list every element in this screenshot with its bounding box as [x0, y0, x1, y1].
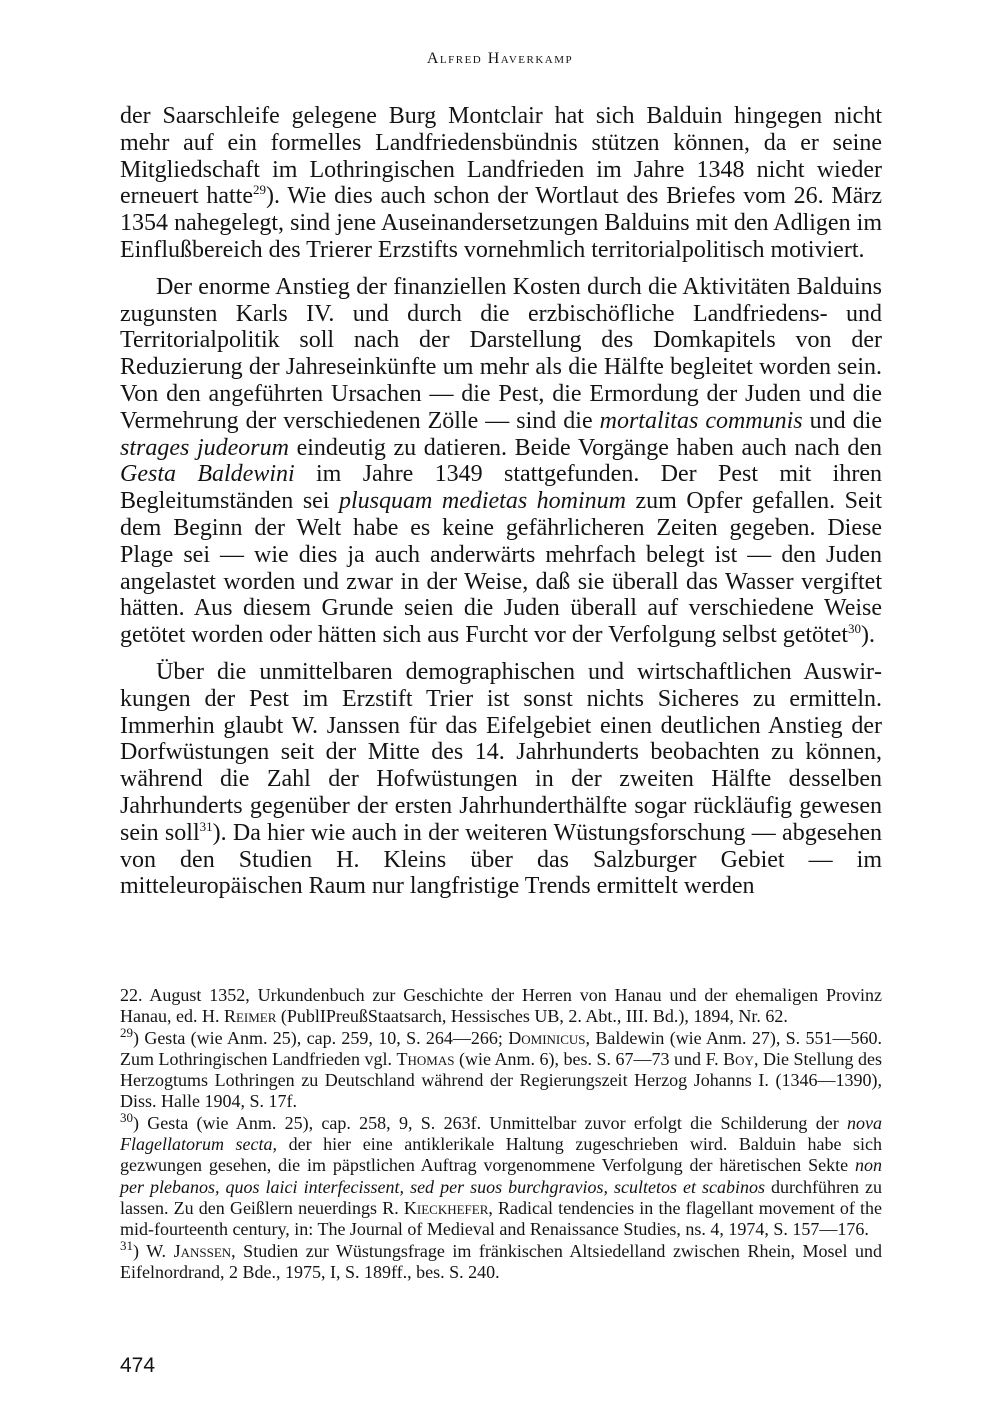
text-span: der hier eine antiklerikale Haltung zugeschrieben wird. Balduin habe sich gezwungen gesehen, die im päpstlichen Auftrag vorgenommene Verfolgung der häretischen Sekte [120, 1134, 882, 1176]
text-span: zum Opfer gefallen. Seit dem Beginn der Welt habe es keine gefährlicheren Zeiten gegeben. Diese Plage sei — wie dies ja auch anderwärts mehrfach belegt ist — den Juden angelastet worden und zwar in der Weise, daß sie überall das Wasser vergiftet hätten. Aus diesem Grunde seien die Juden überall auf verschiedene Weise getötet worden oder hätten sich aus Furcht vor der Verfolgung selbst getötet [120, 488, 882, 649]
footnote-29 [120, 1024, 883, 1113]
footnote-ref-29[interactable]: 29 [253, 182, 267, 198]
latin-phrase: non per plebanos, quos laici interfecissent, sed per suos burchgravios, scultetos et scabinos [120, 1155, 882, 1197]
text-span: ). Da hier wie auch in der weiteren Wüstungsforschung — abgesehen von den Studien H. Kleins über das Salzburger Gebiet — im mitteleuropäischen Raum nur langfristige Trends ermittelt werden [120, 819, 882, 900]
footnote-ref-30[interactable]: 30 [848, 621, 862, 637]
footnote-marker: 31 [120, 1237, 133, 1253]
text-span: durchführen zu lassen. Zu den Geißlern neuerdings R. [120, 1176, 882, 1218]
text-span: eindeutig zu datieren. Beide Vorgänge haben auch nach den [288, 434, 882, 461]
author-name: Reimer [223, 1006, 277, 1027]
footnote-marker: 29 [120, 1024, 133, 1040]
text-span: ) W. [133, 1240, 174, 1261]
text-span: ). [861, 622, 876, 649]
text-span: ) Gesta (wie Anm. 25), cap. 259, 10, S. 264—266; [133, 1027, 509, 1048]
text-span: ). Wie dies auch schon der Wortlaut des Briefes vom 26. März 1354 nahegelegt, sind jene Auseinandersetzungen Balduins mit den Adligen im Einflußbereich des Trierer Erzstifts vornehmlich territorialpolitisch motiviert. [120, 183, 883, 263]
text-span: , Studien zur Wüstungsfrage im fränkischen Altsiedelland zwischen Rhein, Mosel und Eifelnordrand, 2 Bde., 1975, I, S. 189ff., bes. S. 240. [120, 1240, 882, 1282]
paragraph-3 [120, 659, 882, 900]
text-span: Über die unmittelbaren demographischen und wirtschaftlichen Auswirkungen der Pest im Erzstift Trier ist sonst nichts Sicheres zu ermitteln. Immerhin glaubt W. Janssen für das Eifelgebiet einen deutlichen Anstieg der Dorfwüstungen seit der Mitte des 14. Jahrhunderts beobachten zu können, während die Zahl der Hofwüstungen in der zweiten Hälfte desselben Jahrhunderts gegenüber der ersten Jahrhunderthälfte sogar rückläufig gewesen sein soll [120, 658, 882, 846]
page-number: 474 [120, 1354, 156, 1377]
text-span: , Radical tendencies in the flagellant movement of the mid-fourteenth century, in: The Journal of Medieval and Renaissance Studies, ns. 4, 1974, S. 157—176. [120, 1197, 882, 1240]
footnote-31 [120, 1237, 882, 1284]
latin-phrase: strages judeorum [120, 434, 289, 461]
footnote-continued [120, 985, 882, 1028]
text-span: , Baldewin (wie Anm. 27), S. 551—560. Zum Lothringischen Landfrieden vgl. [120, 1027, 883, 1069]
text-span: der Saarschleife gelegene Burg Montclair hat sich Balduin hingegen nicht mehr auf ein formelles Landfriedensbündnis stützen können, da er seine Mitgliedschaft im Lothringischen Landfrieden im Jahre 1348 nicht wieder erneuert hatte [120, 103, 882, 210]
author-name: Boy [723, 1048, 754, 1069]
text-span: 22. August 1352, Urkundenbuch zur Geschichte der Herren von Hanau und der ehemaligen Provinz Hanau, ed. H. [120, 985, 882, 1027]
latin-phrase: plusquam medietas hominum [339, 488, 627, 515]
running-head: Alfred Haverkamp [426, 50, 574, 67]
main-text [120, 103, 882, 910]
source-title: Gesta Baldewini [120, 461, 295, 488]
text-span: und die [802, 407, 883, 434]
latin-phrase: nova Flagellatorum secta, [120, 1112, 882, 1155]
author-name: Janssen [173, 1240, 232, 1261]
text-span: im Jahre 1349 stattgefunden. Der Pest mit ihren Begleitumständen sei [120, 461, 882, 515]
author-name: Thomas [396, 1048, 455, 1069]
text-span: (PublIPreußStaatsarch, Hessisches UB, 2. Abt., III. Bd.), 1894, Nr. 62. [276, 1006, 788, 1027]
footnotes [120, 985, 882, 1283]
text-span: Der enorme Anstieg der finanziellen Kosten durch die Aktivitäten Balduins zugunsten Karls IV. und durch die erzbischöfliche Landfriedens- und Territorialpolitik soll nach der Darstellung des Domkapitels von der Reduzierung der Jahreseinkünfte um mehr als die Hälfte begleitet worden sein. Von den angeführten Ursachen — die Pest, die Ermordung der Juden und die Vermehrung der verschiedenen Zölle — sind die [120, 273, 882, 434]
author-name: Kieckhefer [403, 1197, 489, 1218]
paragraph-1 [120, 103, 882, 264]
text-span: (wie Anm. 6), bes. S. 67—73 und F. [454, 1048, 724, 1069]
author-name: Dominicus [508, 1027, 586, 1048]
paragraph-2 [120, 274, 882, 649]
footnote-marker: 30 [120, 1109, 133, 1125]
text-span: ) Gesta (wie Anm. 25), cap. 258, 9, S. 263f. Unmittelbar zuvor erfolgt die Schilderung der [133, 1112, 847, 1133]
latin-phrase: mortalitas communis [599, 407, 803, 434]
footnote-30 [120, 1109, 882, 1241]
text-span: , Die Stellung des Herzogtums Lothringen zu Deutschland während der Regierungszeit Herzog Johanns I. (1346—1390), Diss. Halle 1904, S. 17f. [120, 1048, 882, 1112]
footnote-ref-31[interactable]: 31 [199, 818, 213, 834]
